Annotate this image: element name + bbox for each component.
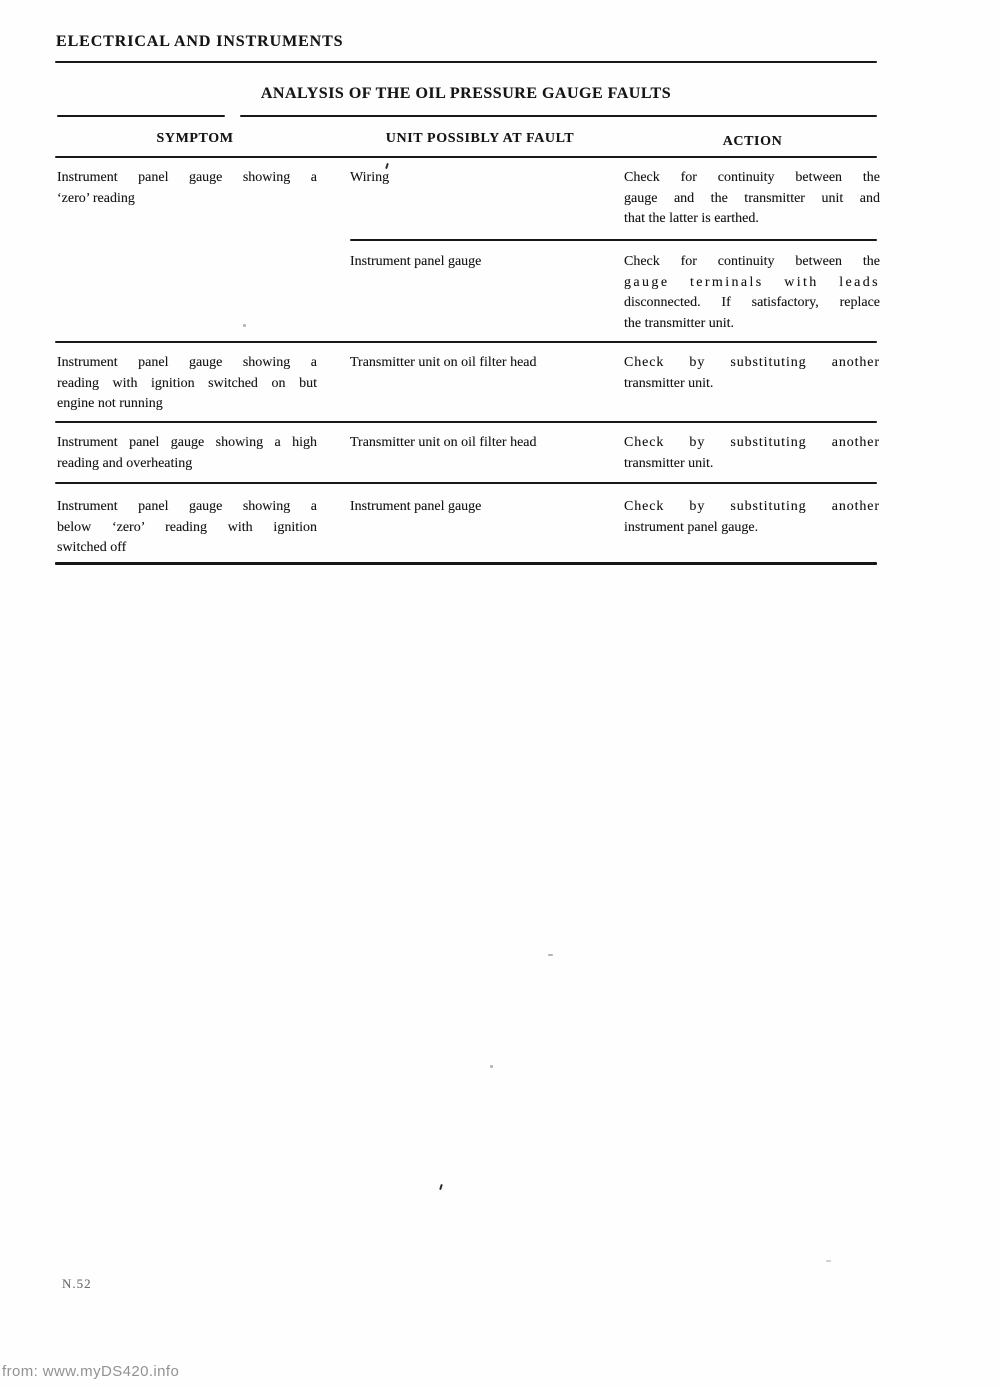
symptom-cell — [57, 353, 317, 415]
action-cell — [624, 168, 880, 230]
title-divider-left — [57, 115, 225, 117]
action-line: disconnected. If satisfactory, replace — [624, 295, 880, 310]
symptom-line: Instrument panel gauge showing a — [57, 499, 317, 514]
action-cell — [624, 497, 880, 538]
symptom-line: switched off — [57, 540, 127, 555]
action-cell — [624, 433, 880, 474]
action-line: the transmitter unit. — [624, 315, 735, 331]
scan-speck-icon — [439, 1184, 443, 1190]
scan-speck-icon — [243, 324, 246, 327]
unit-cell: Transmitter unit on oil filter head — [350, 435, 537, 450]
action-line: transmitter unit. — [624, 375, 714, 391]
unit-cell: Transmitter unit on oil filter head — [350, 355, 537, 370]
action-line: transmitter unit. — [624, 455, 714, 471]
scan-speck-icon — [490, 1065, 493, 1068]
scan-speck-icon — [548, 954, 553, 956]
symptom-cell — [57, 168, 317, 209]
unit-cell: Wiring — [350, 170, 390, 185]
symptom-line: Instrument panel gauge showing a — [57, 170, 317, 185]
symptom-line: engine not running — [57, 396, 163, 411]
symptom-line: Instrument panel gauge showing a — [57, 355, 317, 370]
action-line: gauge terminals with leads — [624, 274, 880, 290]
column-header-unit: UNIT POSSIBLY AT FAULT — [385, 131, 575, 146]
action-line: Check by substituting another — [624, 355, 880, 370]
column-header-action: ACTION — [722, 134, 783, 149]
symptom-line: ‘zero’ reading — [57, 190, 135, 206]
action-cell — [624, 252, 880, 334]
action-line: instrument panel gauge. — [624, 519, 759, 535]
column-header-divider — [55, 156, 877, 158]
symptom-line: reading with ignition switched on but — [57, 375, 317, 391]
header-divider — [55, 61, 877, 63]
section-title: ELECTRICAL AND INSTRUMENTS — [56, 33, 344, 50]
row-divider — [55, 482, 877, 484]
subrow-divider — [350, 239, 877, 241]
table-title: ANALYSIS OF THE OIL PRESSURE GAUGE FAULTS — [260, 85, 672, 102]
symptom-cell — [57, 433, 317, 474]
title-divider-right — [240, 115, 877, 117]
action-line: Check by substituting another — [624, 435, 880, 450]
action-line: Check for continuity between the — [624, 254, 880, 269]
symptom-line: Instrument panel gauge showing a high — [57, 435, 317, 450]
action-cell — [624, 353, 880, 394]
unit-cell: Instrument panel gauge — [350, 499, 482, 514]
column-header-symptom: SYMPTOM — [156, 131, 234, 146]
action-line: Check by substituting another — [624, 499, 880, 514]
table-bottom-divider — [55, 562, 877, 565]
symptom-cell — [57, 497, 317, 559]
unit-cell: Instrument panel gauge — [350, 254, 482, 269]
symptom-line: below ‘zero’ reading with ignition — [57, 519, 317, 535]
action-line: that the latter is earthed. — [624, 211, 759, 226]
row-divider — [55, 341, 877, 343]
page-number: N.52 — [62, 1276, 92, 1291]
symptom-line: reading and overheating — [57, 455, 193, 471]
action-line: Check for continuity between the — [624, 170, 880, 185]
scan-speck-icon — [826, 1260, 831, 1262]
row-divider — [55, 421, 877, 423]
action-line: gauge and the transmitter unit and — [624, 190, 880, 206]
watermark-source: from: www.myDS420.info — [2, 1363, 180, 1380]
